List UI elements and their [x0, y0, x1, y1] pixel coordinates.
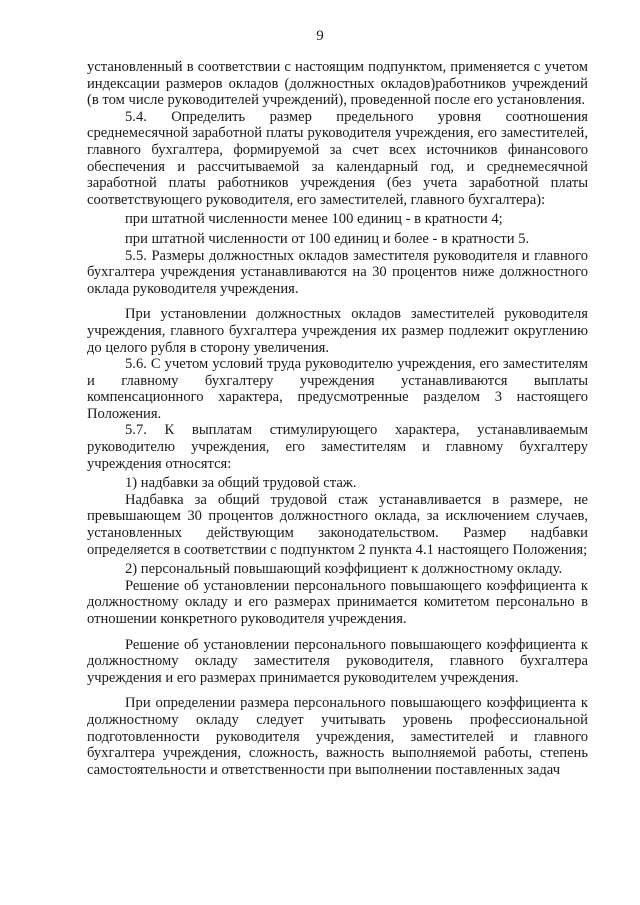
paragraph-ratio-over-100: при штатной численности от 100 единиц и более - в кратности 5.	[125, 230, 530, 247]
paragraph-item-1: 1) надбавки за общий трудовой стаж.	[125, 475, 357, 492]
paragraph-item-2: 2) персональный повышающий коэффициент к должностному окладу.	[125, 561, 563, 578]
document-body	[87, 59, 588, 778]
paragraph-5-7: 5.7. К выплатам стимулирующего характера, устанавливаемым руководителю учреждения, его заместителям и главному бухгалтеру учреждения относятся:	[87, 422, 588, 472]
paragraph-seniority-bonus: Надбавка за общий трудовой стаж устанавливается в размере, не превышающем 30 процентов должностного оклада, за исключением случаев, установленных действующим законодательством. Размер надбавки определяется в соответствии с подпунктом 2 пункта 4.1 настоящего Положения;	[87, 491, 588, 558]
paragraph-5-5: 5.5. Размеры должностных окладов заместителя руководителя и главного бухгалтера учреждения устанавливаются на 30 процентов ниже должностного оклада руководителя учреждения.	[87, 247, 588, 297]
paragraph-decision-committee: Решение об установлении персонального повышающего коэффициента к должностному окладу и его размерах принимается комитетом персонально в отношении конкретного руководителя учреждения.	[87, 577, 588, 627]
paragraph-rounding: При установлении должностных окладов заместителей руководителя учреждения, главного бухгалтера учреждения их размер подлежит округлению до целого рубля в сторону увеличения.	[87, 306, 588, 356]
paragraph-5-4: 5.4. Определить размер предельного уровня соотношения среднемесячной заработной платы руководителя учреждения, его заместителей, главного бухгалтера, формируемой за счет всех источников финансового обеспечения и рассчитываемой за календарный год, и среднемесячной заработной платы работников учреждения (без учета заработной платы соответствующего руководителя, его заместителей, главного бухгалтера):	[87, 108, 588, 208]
paragraph-5-6: 5.6. С учетом условий труда руководителю учреждения, его заместителям и главному бухгалтеру учреждения устанавливаются выплаты компенсационного характера, предусмотренные разделом 3 настоящего Положения.	[87, 356, 588, 422]
paragraph-ratio-under-100: при штатной численности менее 100 единиц - в кратности 4;	[125, 211, 503, 228]
paragraph-decision-head: Решение об установлении персонального повышающего коэффициента к должностному окладу заместителя руководителя, главного бухгалтера учреждения и его размерах принимается руководителем учреждения.	[87, 636, 588, 686]
paragraph-coefficient-criteria: При определении размера персонального повышающего коэффициента к должностному окладу следует учитывать уровень профессиональной подготовленности руководителя учреждения, заместителей и главного бухгалтера учреждения, сложность, важность выполняемой работы, степень самостоятельности и ответственности при выполнении поставленных задач	[87, 695, 588, 778]
page-number: 9	[316, 28, 324, 44]
paragraph-continuation: установленный в соответствии с настоящим подпунктом, применяется с учетом индексации размеров окладов (должностных окладов)работников учреждений (в том числе руководителей учреждений), проведенной после его установления.	[87, 59, 588, 109]
